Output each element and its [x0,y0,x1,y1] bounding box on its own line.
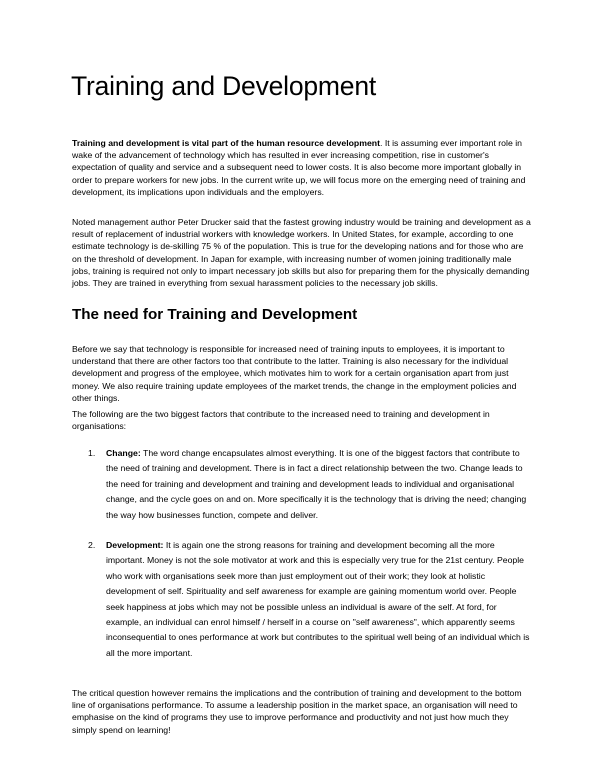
intro-lead-rest: . It is assuming ever important role in wake of the advancement of technology which has resulted in ever increasing competition, rise in customer's expectation of quality and service and a subsequent need to lower costs. It is also become more important globally in order to prepare workers for new jobs. In the current write up, we will focus more on the emerging need of training and development, its implications upon individuals and the employers. [72,138,526,197]
section-paragraph-1-text: Before we say that technology is responsible for increased need of training inputs to employees, it is important to understand that there are other factors too that contribute to the latter. Training is also necessary for the individual development and progress of the employee, which motivates him to work for a certain organisation apart from just money. We also require training update employees of the market trends, the change in the employment policies and other things. [72,344,517,403]
page-title: Training and Development [71,71,377,101]
closing-paragraph [72,687,532,736]
intro-paragraph-2 [72,216,532,289]
section-heading: The need for Training and Development [72,306,358,323]
list-item-text: The word change encapsulates almost everything. It is one of the biggest factors that contribute to the need of training and development. There is in fact a direct relationship between the two. Change leads to the need for training and development and training and development leads to individual and organisational change, and the cycle goes on and on. More specifically it is the technology that is driving the need; changing the way how businesses function, compete and deliver. [106,448,527,520]
closing-paragraph-text: The critical question however remains the implications and the contribution of training and development to the bottom line of organisations performance. To assume a leadership position in the market space, an organisation will need to emphasise on the kind of programs they use to improve performance and productivity and not just how much they simply spend on learning! [72,688,522,735]
list-item-label: Development: [106,540,164,550]
list-item [72,538,532,661]
list-item-number: 2. [88,540,96,550]
intro-lead-bold: Training and development is vital part of the human resource development [72,138,380,148]
list-item-text: It is again one the strong reasons for training and development becoming all the more important. Money is not the sole motivator at work and this is especially very true for the 21st century. People who work with organisations seek more than just employment out of their work; they look at holistic development of self. Spirituality and self awareness for example are gaining momentum world over. People seek happiness at jobs which may not be possible unless an individual is aware of the self. At ford, for example, an individual can enrol himself / herself in a course on "self awareness", which apparently seems inconsequential to ones performance at work but contributes to the spiritual well being of an individual which is all the more important. [106,540,530,658]
section-paragraph-1 [72,343,532,404]
list-item-number: 1. [88,448,96,458]
intro-paragraph-1 [72,137,532,198]
section-paragraph-2-text: The following are the two biggest factors that contribute to the increased need to training and development in organisations: [72,409,490,432]
section-paragraph-2 [72,408,532,432]
factor-list-1 [72,446,532,523]
intro-paragraph-2-text: Noted management author Peter Drucker said that the fastest growing industry would be training and development as a result of replacement of industrial workers with knowledge workers. In United States, for example, according to one estimate technology is de-skilling 75 % of the population. This is true for the developing nations and for those who are on the threshold of development. In Japan for example, with increasing number of women joining traditionally male jobs, training is required not only to impart necessary job skills but also for preparing them for the physically demanding jobs. They are trained in everything from sexual harassment policies to the necessary job skills. [72,217,531,289]
factor-list-2 [72,538,532,661]
list-item [72,446,532,523]
list-item-label: Change: [106,448,141,458]
